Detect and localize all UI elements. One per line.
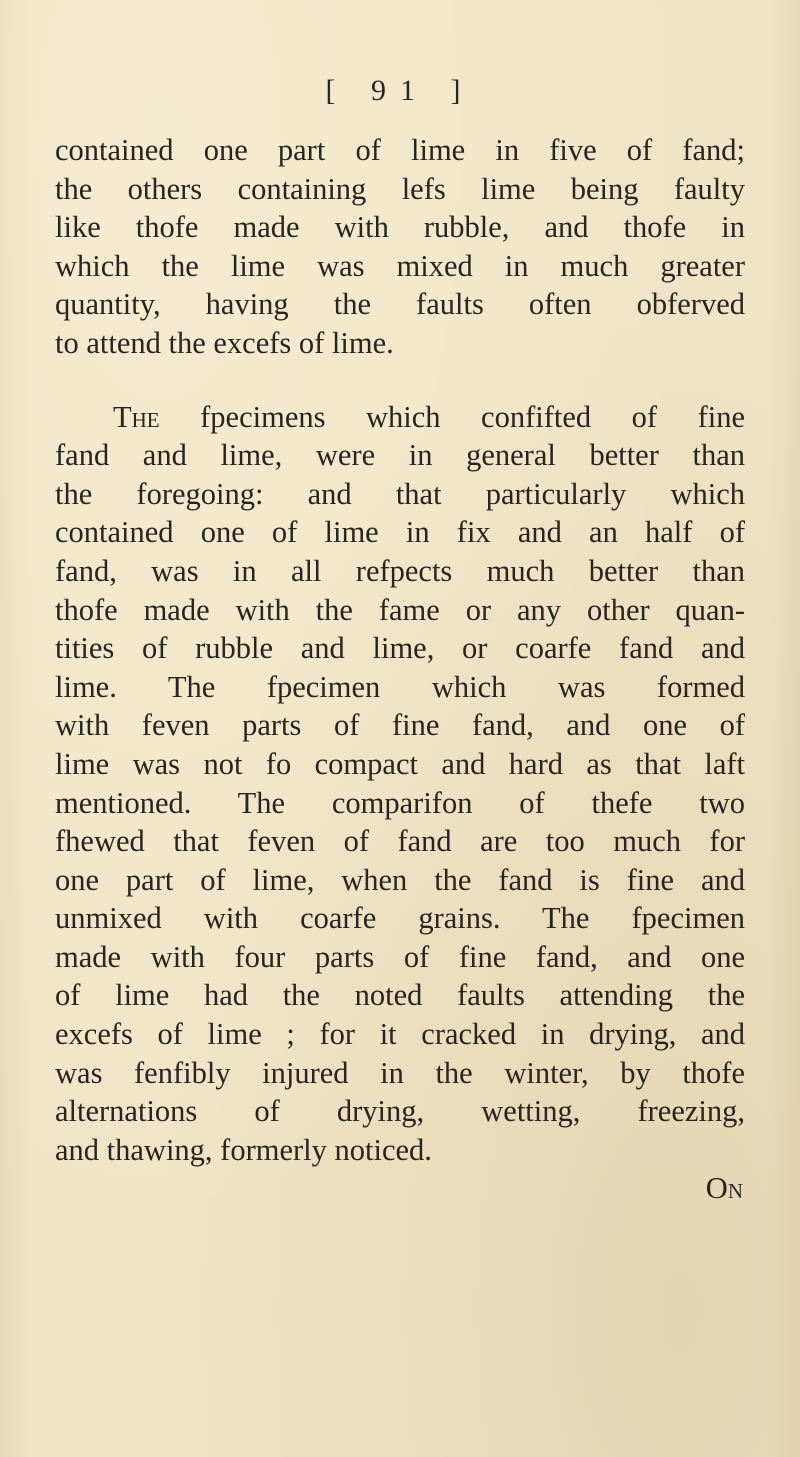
text-line (55, 398, 745, 437)
catchword: On (705, 1171, 743, 1206)
text-line: fand and lime, were in general better than (55, 438, 745, 473)
paragraph-1 (55, 131, 745, 363)
text-line: the others containing lefs lime being faulty (55, 171, 745, 206)
text-line: mentioned. The comparifon of thefe two (55, 785, 745, 820)
text-line: was fenfibly injured in the winter, by thofe (55, 1055, 745, 1090)
text-line: lime. The fpecimen which was formed (55, 669, 745, 704)
text-line: with feven parts of fine fand, and one of (55, 708, 745, 743)
paragraph-gap (55, 363, 745, 398)
body-text (55, 131, 745, 1208)
text-line: to attend the excefs of lime. (55, 325, 394, 360)
text-line: like thofe made with rubble, and thofe in (55, 210, 745, 245)
text-line: made with four parts of fine fand, and one (55, 939, 745, 974)
text-line: which the lime was mixed in much greater (55, 248, 745, 283)
text-line: lime was not fo compact and hard as that laft (55, 746, 745, 781)
page-number: [ 91 ] (325, 74, 475, 107)
text-line: alternations of drying, wetting, freezing, (55, 1094, 745, 1129)
paragraph-2 (55, 398, 745, 1170)
text-line: unmixed with coarfe grains. The fpecimen (55, 901, 745, 936)
text-line: fhewed that feven of fand are too much for (55, 824, 745, 859)
text-line: quantity, having the faults often obferved (55, 287, 745, 322)
text-line: contained one part of lime in five of fand; (55, 133, 745, 167)
text-line: one part of lime, when the fand is fine and (55, 862, 745, 897)
text-line: fand, was in all refpects much better than (55, 553, 745, 588)
text-line: tities of rubble and lime, or coarfe fand and (55, 631, 745, 666)
text-line: excefs of lime ; for it cracked in drying, and (55, 1017, 745, 1052)
text-line-rest: fpecimens which confifted of fine (159, 399, 745, 434)
text-line: contained one of lime in fix and an half of (55, 515, 745, 550)
text-line: thofe made with the fame or any other quan- (55, 592, 745, 627)
text-line: of lime had the noted faults attending the (55, 978, 745, 1013)
text-line: the foregoing: and that particularly which (55, 476, 745, 511)
text-line: and thawing, formerly noticed. (55, 1132, 432, 1167)
drop-word: The (113, 399, 160, 434)
